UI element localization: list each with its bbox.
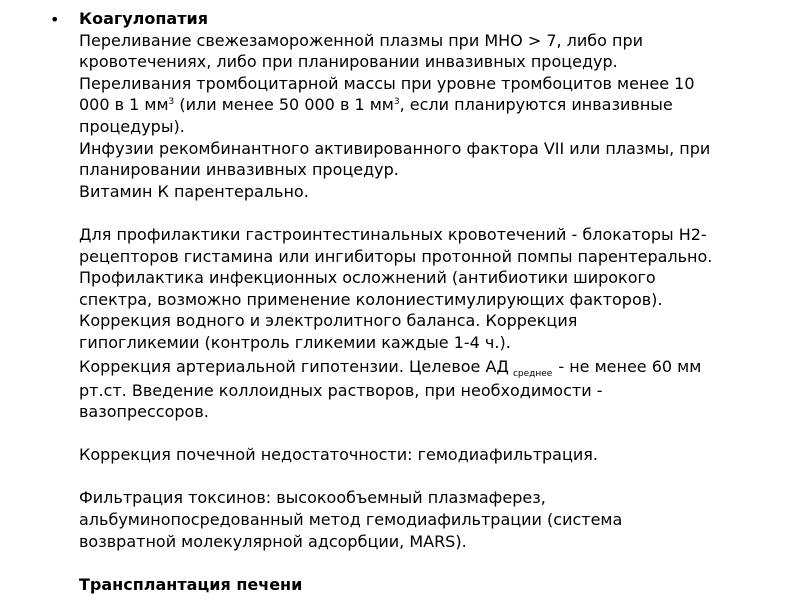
text-line: возвратной молекулярной адсорбции, MARS). [79, 531, 467, 551]
text-line: Коррекция водного и электролитного баланса. Коррекция [79, 311, 578, 331]
superscript: 3 [393, 97, 400, 108]
text-line-with-subscript [79, 354, 791, 380]
text-line: Для профилактики гастроинтестинальных кровотечений - блокаторы Н2- [79, 224, 707, 244]
text-fragment: , если планируются инвазивные [399, 95, 673, 115]
text-fragment: Коррекция артериальной гипотензии. Целевое АД [79, 356, 509, 376]
text-line: Фильтрация токсинов: высокообъемный плазмаферез, [79, 488, 546, 508]
text-line: Коррекция почечной недостаточности: гемодиафильтрация. [79, 445, 598, 465]
text-line: спектра, возможно применение колониестимулирующих факторов). [79, 289, 663, 309]
section-title: Коагулопатия [79, 9, 208, 28]
text-line: планировании инвазивных процедур. [79, 160, 399, 180]
text-line: рецепторов гистамина или ингибиторы протонной помпы парентерально. [79, 246, 713, 266]
spacer [79, 466, 791, 488]
text-line: процедуры). [79, 116, 185, 136]
subscript: среднее [512, 368, 553, 379]
text-fragment: - не менее 60 мм [558, 356, 702, 376]
slide-content [79, 8, 791, 595]
spacer [79, 202, 791, 224]
spacer [79, 552, 791, 574]
text-line: Переливание свежезамороженной плазмы при МНО > 7, либо при [79, 30, 644, 50]
superscript: 3 [168, 97, 175, 108]
text-line: вазопрессоров. [79, 402, 209, 422]
bullet-point: • [50, 10, 60, 29]
text-line: альбуминопосредованный метод гемодиафильтрации (система [79, 510, 623, 530]
text-line: кровотечениях, либо при планировании инвазивных процедур. [79, 52, 618, 72]
spacer [79, 423, 791, 445]
text-line: Переливания тромбоцитарной массы при уровне тромбоцитов менее 10 [79, 73, 695, 93]
text-line: рт.ст. Введение коллоидных растворов, при необходимости - [79, 380, 603, 400]
text-line: Инфузии рекомбинантного активированного фактора VII или плазмы, при [79, 138, 711, 158]
text-fragment: 000 в 1 мм [79, 95, 169, 115]
text-line: гипогликемии (контроль гликемии каждые 1-4 ч.). [79, 332, 511, 352]
text-line: Профилактика инфекционных осложнений (антибиотики широкого [79, 268, 656, 288]
text-line-with-superscripts [79, 94, 791, 116]
text-line: Витамин К парентерально. [79, 181, 309, 201]
text-fragment: (или менее 50 000 в 1 мм [174, 95, 394, 115]
section-heading: Трансплантация печени [79, 574, 303, 594]
